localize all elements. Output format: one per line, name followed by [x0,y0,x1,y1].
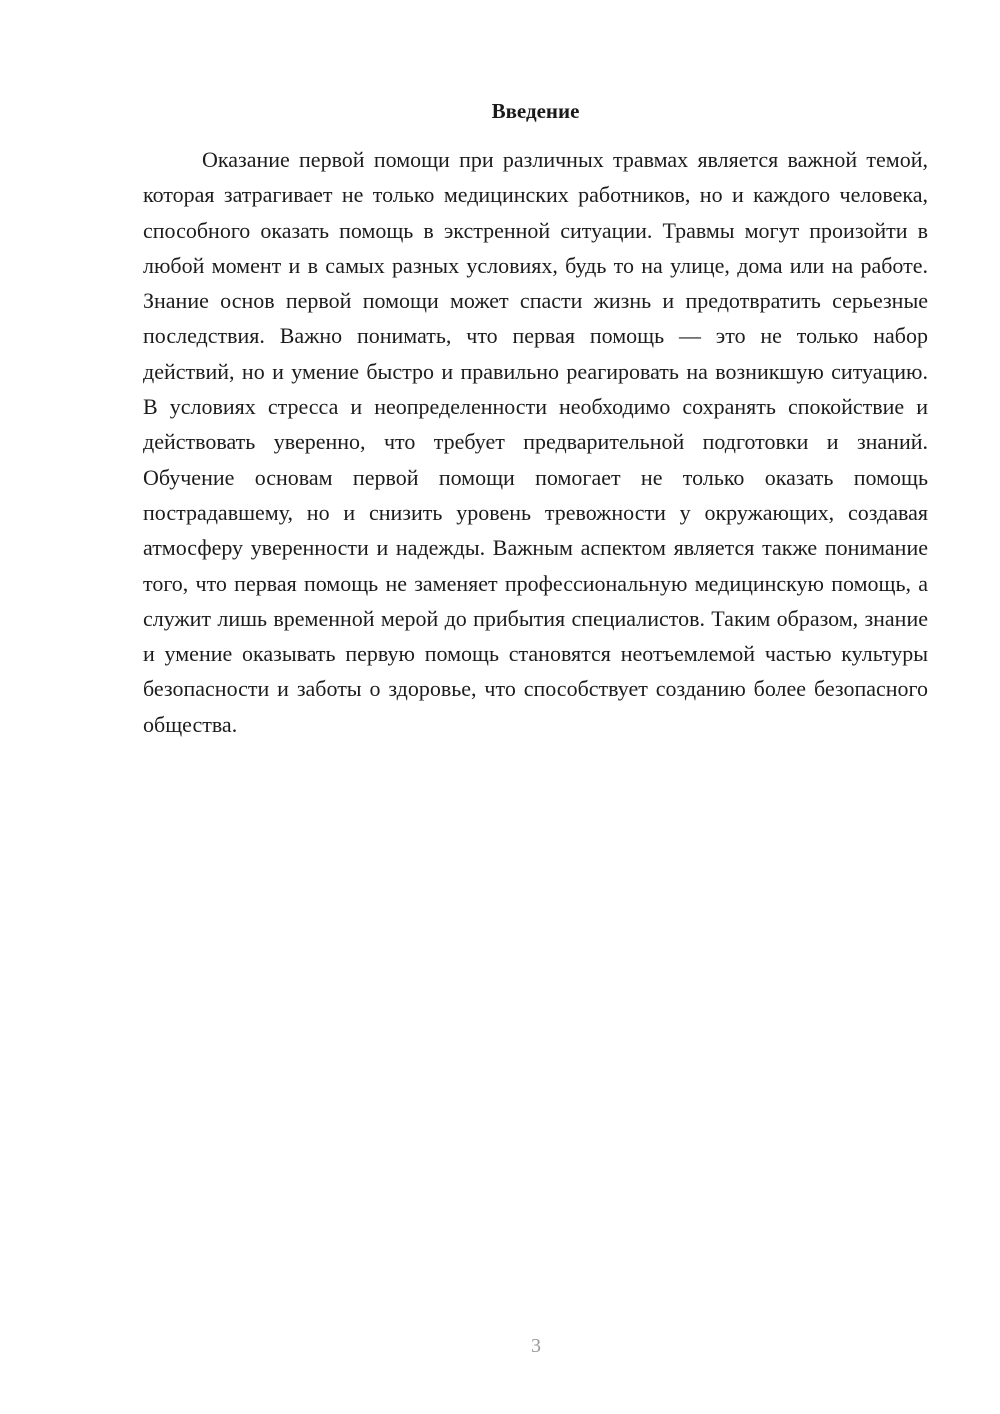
page-number: 3 [531,1335,541,1357]
body-paragraph: Оказание первой помощи при различных травмах является важной темой, которая затрагивает не только медицинских работников, но и каждого человека, способного оказать помощь в экстренной ситуации. Травмы могут произойти в любой момент и в самых разных условиях, будь то на улице, дома или на работе. Знание основ первой помощи может спасти жизнь и предотвратить серьезные последствия. Важно понимать, что первая помощь — это не только набор действий, но и умение быстро и правильно реагировать на возникшую ситуацию. В условиях стресса и неопределенности необходимо сохранять спокойствие и действовать уверенно, что требует предварительной подготовки и знаний. Обучение основам первой помощи помогает не только оказать помощь пострадавшему, но и снизить уровень тревожности у окружающих, создавая атмосферу уверенности и надежды. Важным аспектом является также понимание того, что первая помощь не заменяет профессиональную медицинскую помощь, а служит лишь временной мерой до прибытия специалистов. Таким образом, знание и умение оказывать первую помощь становятся неотъемлемой частью культуры безопасности и заботы о здоровье, что способствует созданию более безопасного общества. [143,147,928,737]
section-heading: Введение [491,99,580,123]
